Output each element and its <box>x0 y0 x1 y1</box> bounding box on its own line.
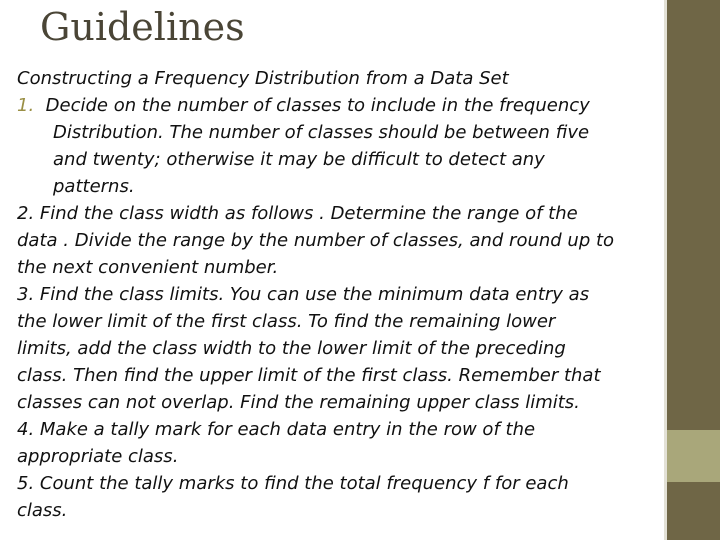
body-line: class. <box>17 500 68 521</box>
body-line: the lower limit of the first class. To find the remaining lower <box>17 311 556 332</box>
body-line: and twenty; otherwise it may be difficult to detect any <box>53 149 545 170</box>
body-line: data . Divide the range by the number of classes, and round up to <box>17 230 615 251</box>
list-number: 1. <box>17 95 35 116</box>
sidebar-band-bottom <box>667 482 720 540</box>
body-line: appropriate class. <box>17 446 179 467</box>
body-line: class. Then find the upper limit of the first class. Remember that <box>17 365 601 386</box>
body-line <box>17 92 667 119</box>
slide-body <box>17 65 667 524</box>
slide-title: Guidelines <box>40 5 245 49</box>
body-line-text: Decide on the number of classes to include in the frequency <box>45 95 590 116</box>
body-line: 3. Find the class limits. You can use the minimum data entry as <box>17 284 590 305</box>
body-line: Distribution. The number of classes should be between five <box>53 122 590 143</box>
body-line: 4. Make a tally mark for each data entry in the row of the <box>17 419 536 440</box>
body-line: 5. Count the tally marks to find the total frequency f for each <box>17 473 569 494</box>
body-line: 2. Find the class width as follows . Determine the range of the <box>17 203 578 224</box>
sidebar-band-top <box>667 0 720 430</box>
body-heading: Constructing a Frequency Distribution from a Data Set <box>17 68 509 89</box>
body-line: classes can not overlap. Find the remaining upper class limits. <box>17 392 580 413</box>
body-line: the next convenient number. <box>17 257 279 278</box>
sidebar-band-accent <box>667 430 720 482</box>
body-line: patterns. <box>53 176 135 197</box>
body-line: limits, add the class width to the lower limit of the preceding <box>17 338 566 359</box>
